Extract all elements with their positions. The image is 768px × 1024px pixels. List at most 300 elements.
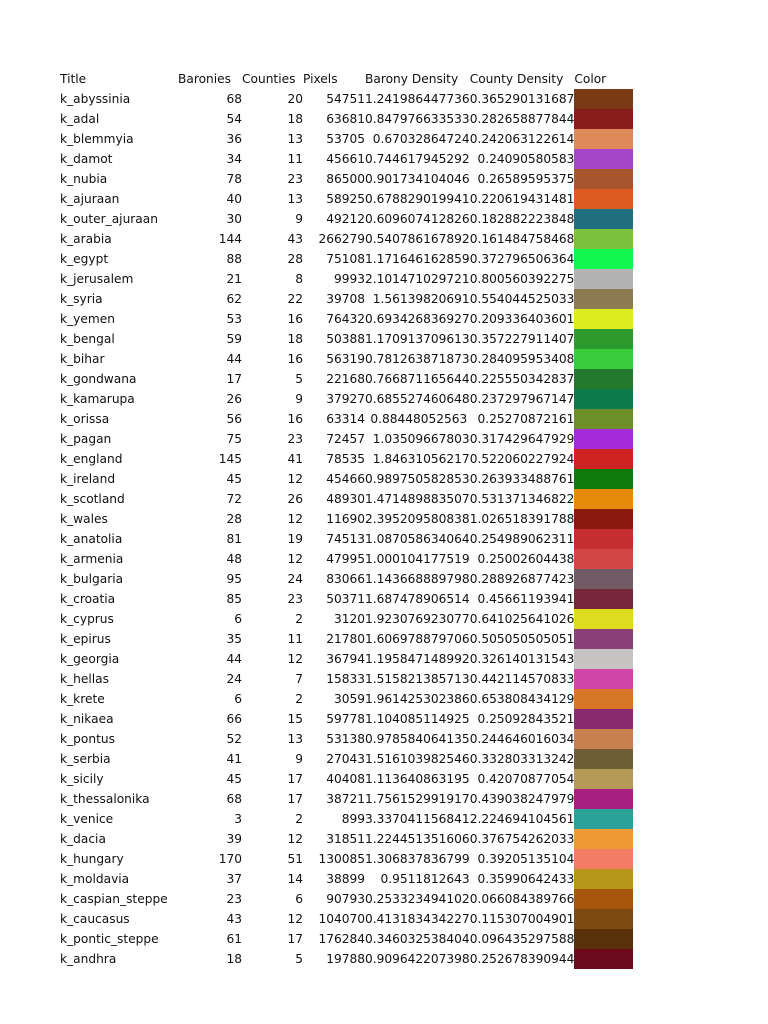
cell-barony-density: 1.961425302386	[365, 691, 470, 706]
color-swatch	[574, 269, 633, 289]
cell-color	[574, 89, 634, 109]
table-row	[60, 269, 634, 289]
cell-county-density: 0.282658877844	[469, 111, 575, 126]
cell-baronies: 17	[226, 371, 242, 386]
cell-color	[574, 729, 634, 749]
cell-county-density: 0.522060227924	[469, 451, 575, 466]
cell-barony-density: 1.143668889798	[365, 571, 470, 586]
cell-pixels: 37927	[326, 391, 365, 406]
color-swatch	[574, 169, 633, 189]
cell-county-density: 0.653808434129	[469, 691, 575, 706]
cell-barony-density: 0.766871165644	[365, 371, 470, 386]
cell-county-density: 0.263933488761	[469, 471, 575, 486]
cell-county-density: 0.220619431481	[469, 191, 575, 206]
color-swatch	[574, 149, 633, 169]
cell-counties: 12	[287, 551, 303, 566]
cell-barony-density: 0.253323494102	[365, 891, 470, 906]
cell-title: k_orissa	[60, 411, 110, 426]
cell-title: k_thessalonika	[60, 791, 150, 806]
cell-pixels: 22168	[326, 371, 365, 386]
table-row	[60, 869, 634, 889]
cell-color	[574, 269, 634, 289]
cell-county-density: 0.326140131543	[469, 651, 575, 666]
cell-baronies: 144	[218, 231, 242, 246]
cell-counties: 16	[287, 311, 303, 326]
cell-counties: 12	[287, 651, 303, 666]
cell-county-density: 0.284095953408	[469, 351, 575, 366]
cell-color	[574, 689, 634, 709]
color-swatch	[574, 89, 633, 109]
cell-pixels: 49212	[326, 211, 365, 226]
table-row	[60, 389, 634, 409]
cell-color	[574, 609, 634, 629]
cell-baronies: 66	[226, 711, 242, 726]
cell-color	[574, 189, 634, 209]
cell-title: k_kamarupa	[60, 391, 135, 406]
cell-barony-density: 0.413183434227	[365, 911, 470, 926]
cell-barony-density: 1.471489883507	[365, 491, 470, 506]
cell-counties: 17	[287, 791, 303, 806]
color-swatch	[574, 629, 633, 649]
cell-pixels: 38721	[326, 791, 365, 806]
cell-title: k_jerusalem	[60, 271, 134, 286]
cell-title: k_epirus	[60, 631, 111, 646]
cell-color	[574, 549, 634, 569]
cell-county-density: 0.45661193941	[477, 591, 575, 606]
cell-baronies: 18	[226, 951, 242, 966]
cell-barony-density: 1.687478906514	[365, 591, 470, 606]
cell-baronies: 21	[226, 271, 242, 286]
cell-pixels: 45661	[326, 151, 365, 166]
cell-barony-density: 1.195847148992	[365, 651, 470, 666]
cell-pixels: 58925	[326, 191, 365, 206]
cell-county-density: 0.209336403601	[469, 311, 575, 326]
cell-color	[574, 869, 634, 889]
cell-title: k_bengal	[60, 331, 115, 346]
cell-barony-density: 0.781263871873	[365, 351, 470, 366]
color-swatch	[574, 189, 633, 209]
table-row	[60, 709, 634, 729]
cell-barony-density: 0.88448052563	[370, 411, 470, 426]
cell-color	[574, 769, 634, 789]
cell-county-density: 0.225550342837	[469, 371, 575, 386]
cell-baronies: 54	[226, 111, 242, 126]
table-row	[60, 509, 634, 529]
cell-counties: 17	[287, 771, 303, 786]
cell-counties: 9	[295, 391, 303, 406]
color-swatch	[574, 909, 633, 929]
cell-counties: 11	[287, 631, 303, 646]
cell-barony-density: 0.346032538404	[365, 931, 470, 946]
cell-title: k_outer_ajuraan	[60, 211, 158, 226]
cell-color	[574, 249, 634, 269]
cell-county-density: 0.096435297588	[469, 931, 575, 946]
cell-color	[574, 469, 634, 489]
cell-baronies: 68	[226, 791, 242, 806]
cell-title: k_cyprus	[60, 611, 114, 626]
cell-counties: 12	[287, 831, 303, 846]
table-row	[60, 729, 634, 749]
cell-title: k_damot	[60, 151, 113, 166]
cell-counties: 6	[295, 891, 303, 906]
cell-color	[574, 449, 634, 469]
header-pixels: Pixels	[303, 72, 338, 86]
cell-color	[574, 289, 634, 309]
cell-baronies: 26	[226, 391, 242, 406]
cell-title: k_caspian_steppe	[60, 891, 168, 906]
cell-baronies: 145	[218, 451, 242, 466]
cell-title: k_dacia	[60, 831, 106, 846]
color-swatch	[574, 929, 633, 949]
cell-pixels: 47995	[326, 551, 365, 566]
color-swatch	[574, 529, 633, 549]
cell-counties: 9	[295, 211, 303, 226]
cell-title: k_adal	[60, 111, 100, 126]
color-swatch	[574, 449, 633, 469]
cell-counties: 12	[287, 511, 303, 526]
cell-pixels: 63681	[326, 111, 365, 126]
cell-pixels: 130085	[318, 851, 365, 866]
cell-color	[574, 829, 634, 849]
cell-baronies: 85	[226, 591, 242, 606]
color-swatch	[574, 689, 633, 709]
cell-county-density: 0.42070877054	[477, 771, 575, 786]
cell-county-density: 0.376754262033	[469, 831, 575, 846]
cell-baronies: 68	[226, 91, 242, 106]
cell-pixels: 36794	[326, 651, 365, 666]
cell-barony-density: 0.978584064135	[365, 731, 470, 746]
table-row	[60, 689, 634, 709]
cell-title: k_ireland	[60, 471, 116, 486]
table-row	[60, 329, 634, 349]
cell-color	[574, 849, 634, 869]
cell-title: k_nikaea	[60, 711, 114, 726]
cell-barony-density: 1.113640863195	[365, 771, 470, 786]
cell-county-density: 0.25092843521	[477, 711, 575, 726]
cell-color	[574, 709, 634, 729]
cell-pixels: 19788	[326, 951, 365, 966]
color-swatch	[574, 309, 633, 329]
cell-color	[574, 809, 634, 829]
cell-county-density: 0.554044525033	[469, 291, 575, 306]
cell-title: k_arabia	[60, 231, 112, 246]
cell-county-density: 0.26589595375	[477, 171, 575, 186]
cell-counties: 14	[287, 871, 303, 886]
cell-barony-density: 0.847976633533	[365, 111, 470, 126]
color-swatch	[574, 569, 633, 589]
cell-color	[574, 909, 634, 929]
cell-color	[574, 309, 634, 329]
color-swatch	[574, 709, 633, 729]
table-row	[60, 189, 634, 209]
table-row	[60, 829, 634, 849]
table-row	[60, 609, 634, 629]
cell-title: k_syria	[60, 291, 103, 306]
table-row	[60, 629, 634, 649]
cell-title: k_armenia	[60, 551, 124, 566]
cell-color	[574, 109, 634, 129]
table-row	[60, 369, 634, 389]
color-swatch	[574, 769, 633, 789]
table-row	[60, 669, 634, 689]
table-row	[60, 309, 634, 329]
cell-baronies: 78	[226, 171, 242, 186]
table-row	[60, 589, 634, 609]
table-row	[60, 109, 634, 129]
cell-counties: 22	[287, 291, 303, 306]
color-swatch	[574, 949, 633, 969]
cell-pixels: 54751	[326, 91, 365, 106]
color-swatch	[574, 849, 633, 869]
cell-pixels: 11690	[326, 511, 365, 526]
color-swatch	[574, 789, 633, 809]
cell-pixels: 83066	[326, 571, 365, 586]
cell-baronies: 28	[226, 511, 242, 526]
cell-counties: 12	[287, 911, 303, 926]
cell-barony-density: 1.56139820691	[372, 291, 470, 306]
cell-color	[574, 529, 634, 549]
table-row	[60, 789, 634, 809]
cell-color	[574, 389, 634, 409]
cell-baronies: 23	[226, 891, 242, 906]
cell-county-density: 0.531371346822	[469, 491, 575, 506]
cell-baronies: 72	[226, 491, 242, 506]
cell-baronies: 37	[226, 871, 242, 886]
table-row	[60, 169, 634, 189]
table-row	[60, 429, 634, 449]
cell-county-density: 0.115307004901	[469, 911, 575, 926]
cell-pixels: 72457	[326, 431, 365, 446]
cell-county-density: 0.505050505051	[469, 631, 575, 646]
table-row	[60, 949, 634, 969]
color-swatch	[574, 229, 633, 249]
cell-baronies: 44	[226, 351, 242, 366]
cell-barony-density: 2.395209580838	[365, 511, 470, 526]
cell-color	[574, 369, 634, 389]
cell-title: k_andhra	[60, 951, 117, 966]
cell-pixels: 3059	[333, 691, 365, 706]
cell-barony-density: 1.84631056217	[372, 451, 470, 466]
cell-barony-density: 1.171646162859	[365, 251, 470, 266]
cell-pixels: 56319	[326, 351, 365, 366]
cell-barony-density: 0.9511812643	[380, 871, 470, 886]
table-row	[60, 909, 634, 929]
cell-baronies: 39	[226, 831, 242, 846]
cell-county-density: 0.244646016034	[469, 731, 575, 746]
color-swatch	[574, 669, 633, 689]
cell-counties: 5	[295, 951, 303, 966]
cell-baronies: 61	[226, 931, 242, 946]
cell-baronies: 24	[226, 671, 242, 686]
cell-color	[574, 129, 634, 149]
cell-counties: 23	[287, 431, 303, 446]
cell-baronies: 30	[226, 211, 242, 226]
cell-counties: 18	[287, 111, 303, 126]
cell-baronies: 44	[226, 651, 242, 666]
cell-counties: 16	[287, 351, 303, 366]
cell-color	[574, 789, 634, 809]
cell-baronies: 81	[226, 531, 242, 546]
color-swatch	[574, 249, 633, 269]
cell-pixels: 53138	[326, 731, 365, 746]
cell-counties: 51	[287, 851, 303, 866]
cell-pixels: 90793	[326, 891, 365, 906]
color-swatch	[574, 489, 633, 509]
cell-county-density: 0.066084389766	[469, 891, 575, 906]
cell-title: k_venice	[60, 811, 114, 826]
cell-baronies: 62	[226, 291, 242, 306]
cell-counties: 13	[287, 191, 303, 206]
cell-counties: 24	[287, 571, 303, 586]
cell-title: k_serbia	[60, 751, 111, 766]
cell-county-density: 0.442114570833	[469, 671, 575, 686]
cell-baronies: 95	[226, 571, 242, 586]
cell-pixels: 21780	[326, 631, 365, 646]
cell-barony-density: 3.337041156841	[365, 811, 470, 826]
table-row	[60, 289, 634, 309]
cell-baronies: 48	[226, 551, 242, 566]
table-row	[60, 149, 634, 169]
cell-barony-density: 0.744617945292	[365, 151, 470, 166]
cell-county-density: 0.242063122614	[469, 131, 575, 146]
table-row	[60, 549, 634, 569]
cell-barony-density: 1.000104177519	[365, 551, 470, 566]
color-swatch	[574, 369, 633, 389]
cell-title: k_bulgaria	[60, 571, 124, 586]
cell-baronies: 170	[218, 851, 242, 866]
color-swatch	[574, 409, 633, 429]
header-title: Title	[60, 72, 87, 86]
cell-pixels: 40408	[326, 771, 365, 786]
cell-county-density: 0.182882223848	[469, 211, 575, 226]
cell-counties: 12	[287, 471, 303, 486]
cell-counties: 20	[287, 91, 303, 106]
cell-pixels: 27043	[326, 751, 365, 766]
cell-barony-density: 1.756152991917	[365, 791, 470, 806]
cell-title: k_abyssinia	[60, 91, 131, 106]
cell-barony-density: 0.909642207398	[365, 951, 470, 966]
cell-title: k_krete	[60, 691, 105, 706]
cell-baronies: 75	[226, 431, 242, 446]
color-swatch	[574, 429, 633, 449]
cell-color	[574, 589, 634, 609]
cell-barony-density: 1.606978879706	[365, 631, 470, 646]
table-row	[60, 129, 634, 149]
cell-pixels: 38899	[326, 871, 365, 886]
color-swatch	[574, 509, 633, 529]
cell-barony-density: 0.989750582853	[365, 471, 470, 486]
header-color: Color	[574, 72, 607, 86]
cell-title: k_hungary	[60, 851, 124, 866]
cell-pixels: 48930	[326, 491, 365, 506]
cell-barony-density: 0.540786167892	[365, 231, 470, 246]
color-swatch	[574, 329, 633, 349]
cell-title: k_bihar	[60, 351, 105, 366]
header-counties: Counties	[242, 72, 296, 86]
cell-baronies: 3	[234, 811, 242, 826]
cell-county-density: 0.332803313242	[469, 751, 575, 766]
table-row	[60, 409, 634, 429]
cell-pixels: 50388	[326, 331, 365, 346]
cell-color	[574, 949, 634, 969]
color-swatch	[574, 589, 633, 609]
cell-barony-density: 1.241986447736	[365, 91, 470, 106]
cell-pixels: 176284	[318, 931, 365, 946]
cell-pixels: 104070	[318, 911, 365, 926]
table-row	[60, 229, 634, 249]
color-swatch	[574, 209, 633, 229]
color-swatch	[574, 349, 633, 369]
cell-color	[574, 409, 634, 429]
cell-color	[574, 149, 634, 169]
cell-title: k_scotland	[60, 491, 125, 506]
color-swatch	[574, 729, 633, 749]
cell-pixels: 78535	[326, 451, 365, 466]
cell-county-density: 0.372796506364	[469, 251, 575, 266]
cell-counties: 23	[287, 171, 303, 186]
header-baronies: Baronies	[178, 72, 231, 86]
color-swatch	[574, 389, 633, 409]
table-row	[60, 449, 634, 469]
cell-counties: 2	[295, 811, 303, 826]
header-barony-density: Barony Density	[365, 72, 459, 86]
cell-baronies: 43	[226, 911, 242, 926]
cell-counties: 11	[287, 151, 303, 166]
color-swatch	[574, 609, 633, 629]
cell-pixels: 50371	[326, 591, 365, 606]
table-row	[60, 529, 634, 549]
cell-barony-density: 0.693426836927	[365, 311, 470, 326]
cell-color	[574, 629, 634, 649]
cell-color	[574, 929, 634, 949]
cell-title: k_egypt	[60, 251, 109, 266]
cell-title: k_hellas	[60, 671, 109, 686]
cell-counties: 8	[295, 271, 303, 286]
cell-county-density: 0.252678390944	[469, 951, 575, 966]
cell-baronies: 40	[226, 191, 242, 206]
cell-county-density: 1.026518391788	[469, 511, 575, 526]
cell-pixels: 3120	[333, 611, 365, 626]
cell-title: k_sicily	[60, 771, 104, 786]
cell-counties: 43	[287, 231, 303, 246]
cell-baronies: 41	[226, 751, 242, 766]
cell-color	[574, 649, 634, 669]
cell-barony-density: 1.516103982546	[365, 751, 470, 766]
cell-barony-density: 0.609607412826	[365, 211, 470, 226]
table-row	[60, 249, 634, 269]
cell-baronies: 53	[226, 311, 242, 326]
cell-pixels: 9993	[333, 271, 365, 286]
table-row	[60, 749, 634, 769]
cell-title: k_anatolia	[60, 531, 123, 546]
cell-title: k_pontus	[60, 731, 115, 746]
cell-pixels: 31851	[326, 831, 365, 846]
cell-county-density: 0.254989062311	[469, 531, 575, 546]
cell-county-density: 0.288926877423	[469, 571, 575, 586]
cell-county-density: 0.25002604438	[477, 551, 575, 566]
cell-color	[574, 669, 634, 689]
cell-county-density: 0.317429647929	[469, 431, 575, 446]
cell-title: k_caucasus	[60, 911, 130, 926]
cell-counties: 28	[287, 251, 303, 266]
table-row	[60, 489, 634, 509]
cell-counties: 41	[287, 451, 303, 466]
cell-color	[574, 749, 634, 769]
cell-county-density: 0.161484758468	[469, 231, 575, 246]
color-swatch	[574, 109, 633, 129]
cell-baronies: 45	[226, 471, 242, 486]
cell-color	[574, 569, 634, 589]
